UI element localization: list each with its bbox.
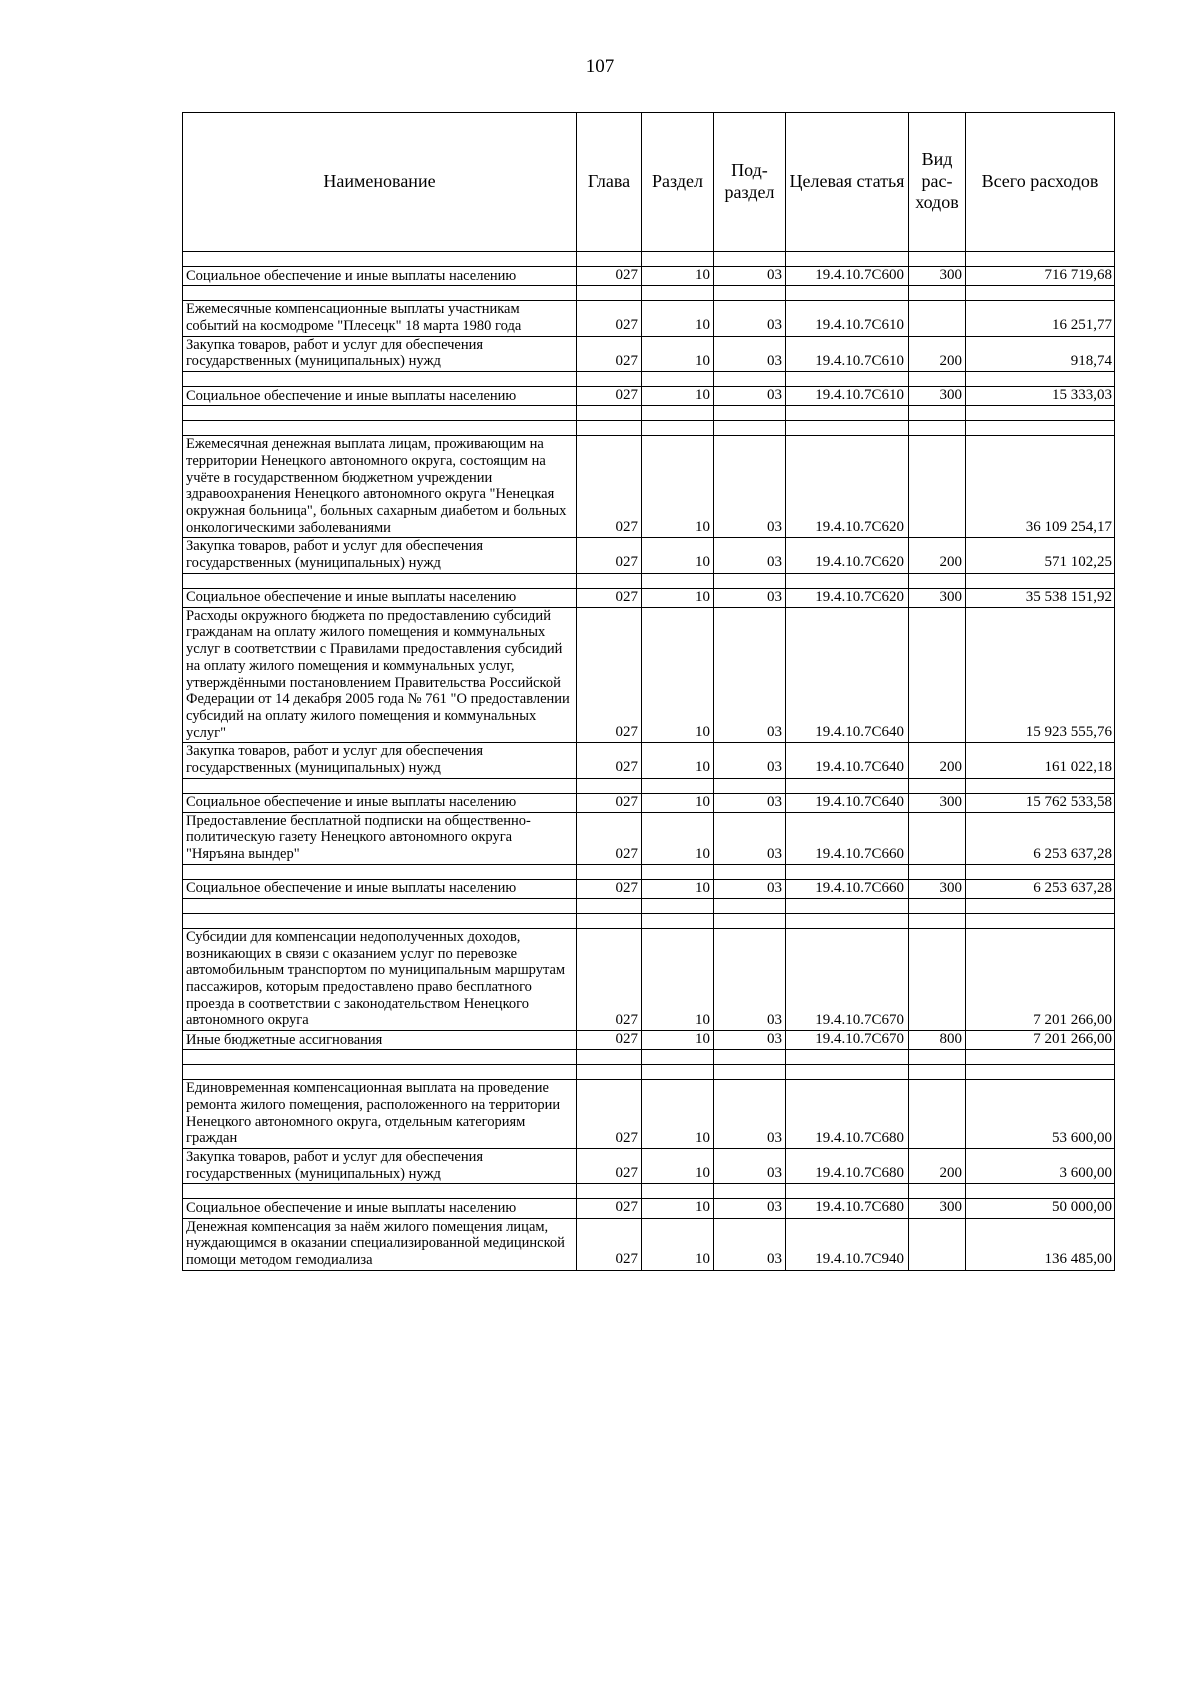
spacer-cell [642, 1065, 714, 1080]
cell-kind [909, 436, 966, 538]
spacer-cell [577, 371, 642, 386]
cell-total: 15 762 533,58 [966, 793, 1115, 812]
cell-total: 53 600,00 [966, 1080, 1115, 1149]
table-row [183, 436, 1115, 538]
spacer-cell [577, 286, 642, 301]
cell-subsection: 03 [714, 929, 786, 1031]
cell-kind: 300 [909, 386, 966, 405]
cell-name: Социальное обеспечение и иные выплаты населению [183, 386, 577, 405]
cell-target: 19.4.10.7С660 [786, 879, 909, 898]
spacer-cell [909, 899, 966, 914]
cell-section: 10 [642, 743, 714, 778]
cell-name: Закупка товаров, работ и услуг для обеспечения государственных (муниципальных) нужд [183, 538, 577, 573]
spacer-cell [577, 778, 642, 793]
table-row [183, 386, 1115, 405]
spacer-cell [966, 286, 1115, 301]
cell-chapter: 027 [577, 386, 642, 405]
table-spacer-row [183, 899, 1115, 914]
spacer-cell [577, 1065, 642, 1080]
table-body [183, 252, 1115, 1271]
cell-chapter: 027 [577, 588, 642, 607]
spacer-cell [966, 1065, 1115, 1080]
cell-target: 19.4.10.7С640 [786, 743, 909, 778]
spacer-cell [786, 864, 909, 879]
cell-subsection: 03 [714, 386, 786, 405]
cell-section: 10 [642, 812, 714, 864]
spacer-cell [786, 406, 909, 421]
cell-name: Ежемесячные компенсационные выплаты участникам событий на космодроме "Плесецк" 18 марта 1980 года [183, 301, 577, 336]
cell-chapter: 027 [577, 1218, 642, 1270]
page-number: 107 [585, 56, 615, 77]
table-spacer-row [183, 573, 1115, 588]
cell-subsection: 03 [714, 588, 786, 607]
cell-kind [909, 607, 966, 742]
spacer-cell [183, 1050, 577, 1065]
table-spacer-row [183, 421, 1115, 436]
spacer-cell [786, 914, 909, 929]
cell-kind: 300 [909, 879, 966, 898]
cell-subsection: 03 [714, 879, 786, 898]
spacer-cell [577, 899, 642, 914]
cell-section: 10 [642, 436, 714, 538]
spacer-cell [909, 1065, 966, 1080]
cell-target: 19.4.10.7С610 [786, 336, 909, 371]
spacer-cell [642, 864, 714, 879]
cell-section: 10 [642, 879, 714, 898]
cell-name: Закупка товаров, работ и услуг для обеспечения государственных (муниципальных) нужд [183, 1149, 577, 1184]
table-spacer-row [183, 778, 1115, 793]
table-spacer-row [183, 406, 1115, 421]
spacer-cell [909, 1184, 966, 1199]
spacer-cell [714, 573, 786, 588]
cell-kind: 800 [909, 1031, 966, 1050]
cell-section: 10 [642, 793, 714, 812]
cell-subsection: 03 [714, 1218, 786, 1270]
spacer-cell [909, 914, 966, 929]
spacer-cell [183, 371, 577, 386]
spacer-cell [714, 778, 786, 793]
cell-section: 10 [642, 607, 714, 742]
table-row [183, 793, 1115, 812]
cell-target: 19.4.10.7С660 [786, 812, 909, 864]
cell-kind: 200 [909, 336, 966, 371]
spacer-cell [642, 252, 714, 267]
cell-total: 50 000,00 [966, 1199, 1115, 1218]
header-target: Целевая статья [786, 113, 909, 252]
cell-kind: 300 [909, 267, 966, 286]
spacer-cell [966, 899, 1115, 914]
cell-name: Расходы окружного бюджета по предоставлению субсидий гражданам на оплату жилого помещения и коммунальных услуг в соответствии с Правилами предоставления субсидий на оплату жилого помещения и коммунальных услуг, утверждёнными постановлением Правительства Российской Федерации от 14 декабря 2005 года № 761 "О предоставлении субсидий на оплату жилого помещения и коммунальных услуг" [183, 607, 577, 742]
cell-name: Предоставление бесплатной подписки на общественно-политическую газету Ненецкого автономного округа "Няръяна вындер" [183, 812, 577, 864]
cell-name: Ежемесячная денежная выплата лицам, проживающим на территории Ненецкого автономного округа, состоящим на учёте в государственном бюджетном учреждении здравоохранения Ненецкого автономного округа "Ненецкая окружная больница", больных сахарным диабетом и больных онкологическими заболеваниями [183, 436, 577, 538]
cell-total: 716 719,68 [966, 267, 1115, 286]
cell-subsection: 03 [714, 743, 786, 778]
cell-target: 19.4.10.7С600 [786, 267, 909, 286]
cell-kind: 300 [909, 588, 966, 607]
cell-chapter: 027 [577, 1149, 642, 1184]
spacer-cell [642, 899, 714, 914]
spacer-cell [909, 864, 966, 879]
cell-kind: 300 [909, 793, 966, 812]
spacer-cell [966, 1184, 1115, 1199]
cell-target: 19.4.10.7С680 [786, 1199, 909, 1218]
cell-subsection: 03 [714, 793, 786, 812]
spacer-cell [642, 1184, 714, 1199]
spacer-cell [786, 1065, 909, 1080]
cell-section: 10 [642, 301, 714, 336]
cell-target: 19.4.10.7С610 [786, 386, 909, 405]
cell-section: 10 [642, 1031, 714, 1050]
cell-section: 10 [642, 1149, 714, 1184]
spacer-cell [642, 406, 714, 421]
cell-total: 6 253 637,28 [966, 879, 1115, 898]
cell-chapter: 027 [577, 1031, 642, 1050]
spacer-cell [642, 914, 714, 929]
spacer-cell [714, 899, 786, 914]
spacer-cell [714, 1065, 786, 1080]
cell-chapter: 027 [577, 607, 642, 742]
cell-name: Социальное обеспечение и иные выплаты населению [183, 1199, 577, 1218]
spacer-cell [183, 252, 577, 267]
cell-chapter: 027 [577, 1080, 642, 1149]
spacer-cell [642, 1050, 714, 1065]
spacer-cell [966, 1050, 1115, 1065]
spacer-cell [786, 778, 909, 793]
spacer-cell [183, 778, 577, 793]
spacer-cell [714, 421, 786, 436]
cell-name: Денежная компенсация за наём жилого помещения лицам, нуждающимся в оказании специализированной медицинской помощи методом гемодиализа [183, 1218, 577, 1270]
spacer-cell [966, 914, 1115, 929]
cell-name: Социальное обеспечение и иные выплаты населению [183, 588, 577, 607]
header-name: Наименование [183, 113, 577, 252]
spacer-cell [183, 914, 577, 929]
spacer-cell [183, 864, 577, 879]
cell-total: 15 923 555,76 [966, 607, 1115, 742]
table-row [183, 607, 1115, 742]
cell-kind [909, 812, 966, 864]
cell-subsection: 03 [714, 607, 786, 742]
spacer-cell [786, 573, 909, 588]
cell-total: 136 485,00 [966, 1218, 1115, 1270]
table-row [183, 588, 1115, 607]
spacer-cell [183, 573, 577, 588]
table-row [183, 336, 1115, 371]
table-spacer-row [183, 1184, 1115, 1199]
spacer-cell [786, 899, 909, 914]
spacer-cell [714, 371, 786, 386]
spacer-cell [577, 252, 642, 267]
cell-name: Социальное обеспечение и иные выплаты населению [183, 793, 577, 812]
spacer-cell [909, 406, 966, 421]
cell-section: 10 [642, 1199, 714, 1218]
spacer-cell [786, 286, 909, 301]
table-row [183, 929, 1115, 1031]
cell-total: 36 109 254,17 [966, 436, 1115, 538]
table-row [183, 1218, 1115, 1270]
cell-name: Иные бюджетные ассигнования [183, 1031, 577, 1050]
cell-chapter: 027 [577, 267, 642, 286]
cell-target: 19.4.10.7С620 [786, 588, 909, 607]
cell-target: 19.4.10.7С940 [786, 1218, 909, 1270]
cell-kind [909, 929, 966, 1031]
cell-section: 10 [642, 538, 714, 573]
cell-name: Закупка товаров, работ и услуг для обеспечения государственных (муниципальных) нужд [183, 743, 577, 778]
cell-total: 3 600,00 [966, 1149, 1115, 1184]
spacer-cell [577, 864, 642, 879]
cell-name: Субсидии для компенсации недополученных доходов, возникающих в связи с оказанием услуг по перевозке автомобильным транспортом по муниципальным маршрутам пассажиров, которым предоставлено право бесплатного проезда в соответствии с законодательством Ненецкого автономного округа [183, 929, 577, 1031]
header-section: Раздел [642, 113, 714, 252]
cell-total: 35 538 151,92 [966, 588, 1115, 607]
cell-subsection: 03 [714, 1199, 786, 1218]
cell-name: Социальное обеспечение и иные выплаты населению [183, 879, 577, 898]
cell-total: 161 022,18 [966, 743, 1115, 778]
spacer-cell [642, 286, 714, 301]
cell-chapter: 027 [577, 1199, 642, 1218]
cell-chapter: 027 [577, 879, 642, 898]
cell-name: Закупка товаров, работ и услуг для обеспечения государственных (муниципальных) нужд [183, 336, 577, 371]
spacer-cell [909, 778, 966, 793]
cell-target: 19.4.10.7С620 [786, 436, 909, 538]
spacer-cell [642, 421, 714, 436]
spacer-cell [909, 286, 966, 301]
cell-target: 19.4.10.7С680 [786, 1080, 909, 1149]
spacer-cell [786, 1184, 909, 1199]
cell-kind: 200 [909, 538, 966, 573]
cell-target: 19.4.10.7С620 [786, 538, 909, 573]
spacer-cell [714, 864, 786, 879]
cell-total: 571 102,25 [966, 538, 1115, 573]
cell-section: 10 [642, 929, 714, 1031]
cell-section: 10 [642, 386, 714, 405]
cell-chapter: 027 [577, 538, 642, 573]
cell-subsection: 03 [714, 1149, 786, 1184]
header-total: Всего расходов [966, 113, 1115, 252]
cell-kind: 200 [909, 1149, 966, 1184]
spacer-cell [577, 1050, 642, 1065]
spacer-cell [642, 573, 714, 588]
cell-section: 10 [642, 267, 714, 286]
cell-total: 6 253 637,28 [966, 812, 1115, 864]
table-row [183, 1031, 1115, 1050]
cell-target: 19.4.10.7С610 [786, 301, 909, 336]
cell-target: 19.4.10.7С670 [786, 1031, 909, 1050]
spacer-cell [909, 1050, 966, 1065]
cell-subsection: 03 [714, 436, 786, 538]
table-row [183, 1149, 1115, 1184]
spacer-cell [183, 899, 577, 914]
spacer-cell [642, 778, 714, 793]
spacer-cell [966, 573, 1115, 588]
spacer-cell [577, 914, 642, 929]
spacer-cell [714, 252, 786, 267]
cell-target: 19.4.10.7С640 [786, 793, 909, 812]
spacer-cell [577, 573, 642, 588]
header-chapter: Глава [577, 113, 642, 252]
cell-subsection: 03 [714, 812, 786, 864]
spacer-cell [714, 286, 786, 301]
cell-chapter: 027 [577, 436, 642, 538]
cell-chapter: 027 [577, 336, 642, 371]
table-row [183, 879, 1115, 898]
cell-chapter: 027 [577, 812, 642, 864]
cell-name: Социальное обеспечение и иные выплаты населению [183, 267, 577, 286]
spacer-cell [183, 1184, 577, 1199]
spacer-cell [909, 421, 966, 436]
cell-chapter: 027 [577, 743, 642, 778]
table-spacer-row [183, 1065, 1115, 1080]
spacer-cell [909, 252, 966, 267]
cell-chapter: 027 [577, 793, 642, 812]
spacer-cell [577, 406, 642, 421]
cell-subsection: 03 [714, 1080, 786, 1149]
table-spacer-row [183, 252, 1115, 267]
cell-kind [909, 301, 966, 336]
cell-subsection: 03 [714, 301, 786, 336]
cell-kind: 200 [909, 743, 966, 778]
spacer-cell [642, 371, 714, 386]
cell-section: 10 [642, 336, 714, 371]
cell-subsection: 03 [714, 336, 786, 371]
spacer-cell [183, 406, 577, 421]
cell-subsection: 03 [714, 267, 786, 286]
spacer-cell [183, 286, 577, 301]
table-spacer-row [183, 864, 1115, 879]
spacer-cell [786, 252, 909, 267]
cell-chapter: 027 [577, 929, 642, 1031]
spacer-cell [714, 1050, 786, 1065]
header-subsection: Под-раздел [714, 113, 786, 252]
spacer-cell [909, 573, 966, 588]
spacer-cell [786, 421, 909, 436]
cell-chapter: 027 [577, 301, 642, 336]
cell-kind [909, 1080, 966, 1149]
spacer-cell [966, 406, 1115, 421]
spacer-cell [714, 914, 786, 929]
spacer-cell [909, 371, 966, 386]
cell-total: 16 251,77 [966, 301, 1115, 336]
cell-target: 19.4.10.7С640 [786, 607, 909, 742]
cell-subsection: 03 [714, 538, 786, 573]
cell-kind: 300 [909, 1199, 966, 1218]
header-kind: Вид рас-ходов [909, 113, 966, 252]
cell-target: 19.4.10.7С680 [786, 1149, 909, 1184]
table-spacer-row [183, 286, 1115, 301]
cell-kind [909, 1218, 966, 1270]
spacer-cell [966, 252, 1115, 267]
table-row [183, 1080, 1115, 1149]
table-row [183, 538, 1115, 573]
cell-section: 10 [642, 588, 714, 607]
spacer-cell [966, 421, 1115, 436]
spacer-cell [786, 1050, 909, 1065]
cell-total: 918,74 [966, 336, 1115, 371]
spacer-cell [183, 421, 577, 436]
table-row [183, 743, 1115, 778]
spacer-cell [966, 778, 1115, 793]
cell-total: 15 333,03 [966, 386, 1115, 405]
cell-subsection: 03 [714, 1031, 786, 1050]
cell-section: 10 [642, 1080, 714, 1149]
table-row [183, 301, 1115, 336]
cell-total: 7 201 266,00 [966, 929, 1115, 1031]
cell-name: Единовременная компенсационная выплата на проведение ремонта жилого помещения, расположенного на территории Ненецкого автономного округа, отдельным категориям граждан [183, 1080, 577, 1149]
table-row [183, 1199, 1115, 1218]
spacer-cell [577, 421, 642, 436]
spacer-cell [577, 1184, 642, 1199]
spacer-cell [714, 1184, 786, 1199]
table-spacer-row [183, 1050, 1115, 1065]
table-spacer-row [183, 914, 1115, 929]
cell-target: 19.4.10.7С670 [786, 929, 909, 1031]
spacer-cell [786, 371, 909, 386]
spacer-cell [183, 1065, 577, 1080]
table-spacer-row [183, 371, 1115, 386]
budget-table [182, 112, 1115, 1271]
table-row [183, 812, 1115, 864]
cell-total: 7 201 266,00 [966, 1031, 1115, 1050]
cell-section: 10 [642, 1218, 714, 1270]
table-row [183, 267, 1115, 286]
spacer-cell [966, 864, 1115, 879]
header-row [183, 113, 1115, 252]
spacer-cell [714, 406, 786, 421]
spacer-cell [966, 371, 1115, 386]
